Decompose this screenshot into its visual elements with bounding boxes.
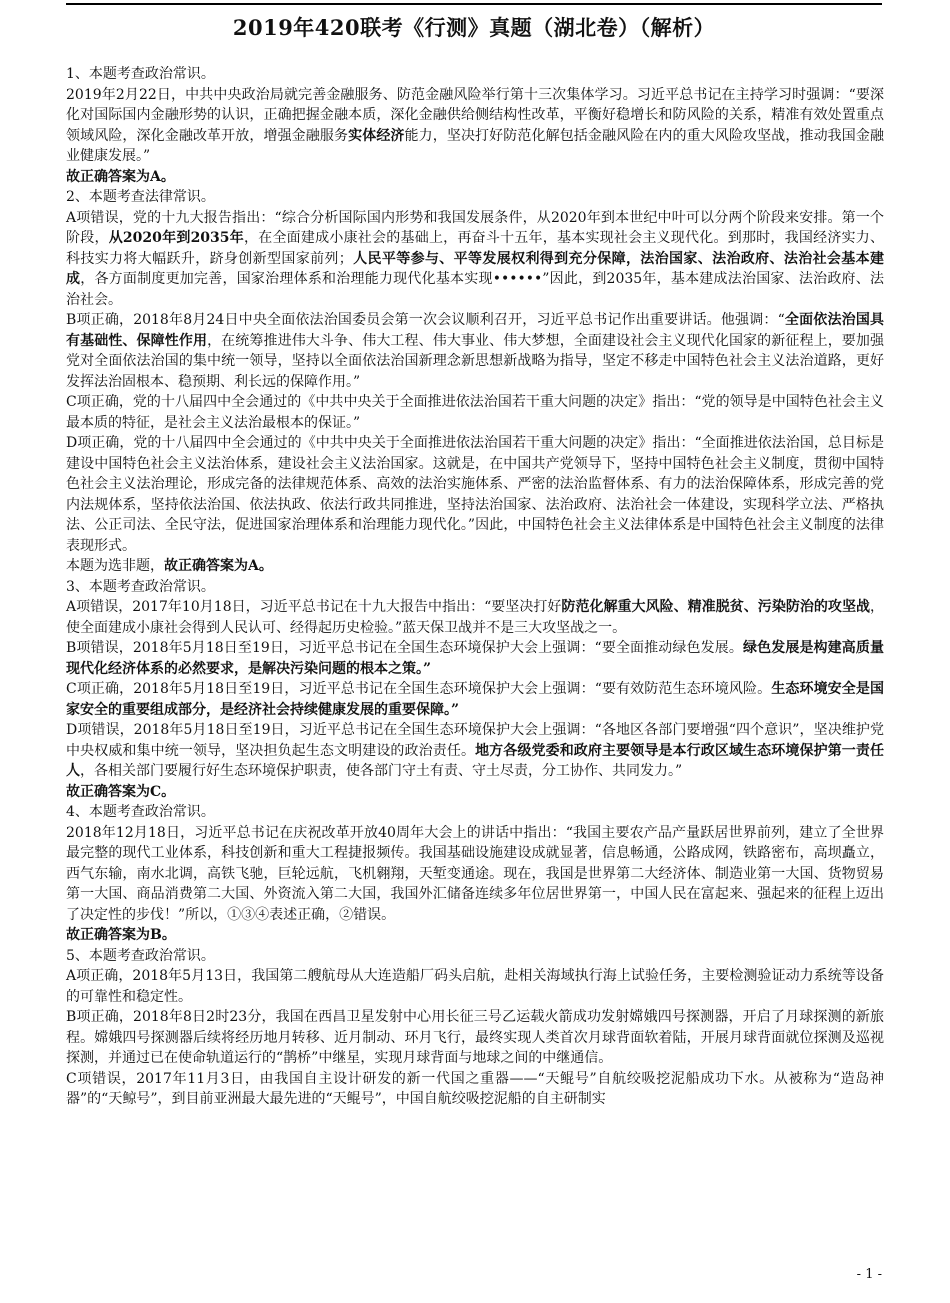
q1-heading: 1、本题考查政治常识。 <box>66 66 215 82</box>
q3-option-c: C项正确，2018年5月18日至19日，习近平总书记在全国生态环境保护大会上强调：“要有效防范生态环境风险。生态环境安全是国家安全的重要组成部分，是经济社会持续健康发展的重要保障。” <box>66 681 884 718</box>
q3-option-d: D项错误，2018年5月18日至19日，习近平总书记在全国生态环境保护大会上强调：“各地区各部门要增强“四个意识”，坚决维护党中央权威和集中统一领导，坚决担负起生态文明建设的政治责任。地方各级党委和政府主要领导是本行政区域生态环境保护第一责任人，各相关部门要履行好生态环境保护职责，使各部门守土有责、守土尽责，分工协作、共同发力。” <box>66 722 885 779</box>
q1-answer: 故正确答案为A。 <box>66 168 175 185</box>
q2-option-b: B项正确，2018年8月24日中央全面依法治国委员会第一次会议顺利召开，习近平总书记作出重要讲话。他强调：“全面依法治国具有基础性、保障性作用，在统筹推进伟大斗争、伟大工程、伟大事业、伟大梦想，全面建设社会主义现代化国家的新征程上，要加强党对全面依法治国的集中统一领导，坚持以全面依法治国新理念新思想新战略为指导，坚定不移走中国特色社会主义法治道路，更好发挥法治固根本、稳预期、利长远的保障作用。” <box>66 312 885 390</box>
q4-heading: 4、本题考查政治常识。 <box>66 804 215 820</box>
q4-answer: 故正确答案为B。 <box>66 927 176 943</box>
q5-heading: 5、本题考查政治常识。 <box>66 947 215 964</box>
q2-heading: 2、本题考查法律常识。 <box>66 189 215 205</box>
q3-option-b: B项错误，2018年5月18日至19日，习近平总书记在全国生态环境保护大会上强调：“要全面推动绿色发展。绿色发展是构建高质量现代化经济体系的必然要求，是解决污染问题的根本之策。” <box>66 640 885 677</box>
q2-option-a: A项错误，党的十九大报告指出：“综合分析国际国内形势和我国发展条件，从2020年到本世纪中叶可以分两个阶段来安排。第一个阶段，从2020年到2035年，在全面建成小康社会的基础上，再奋斗十五年，基本实现社会主义现代化。到那时，我国经济实力、科技实力将大幅跃升，跻身创新型国家前列；人民平等参与、平等发展权利得到充分保障，法治国家、法治政府、法治社会基本建成，各方面制度更加完善，国家治理体系和治理能力现代化基本实现••••••”因此，到2035年，基本建成法治国家、法治政府、法治社会。 <box>66 209 885 308</box>
q2-answer: 本题为选非题，故正确答案为A。 <box>66 558 273 574</box>
q5-option-c: C项错误，2017年11月3日，由我国自主设计研发的新一代国之重器——“天鲲号”自航绞吸挖泥船成功下水。从被称为“造岛神器”的“天鲸号”，到目前亚洲最大最先进的“天鲲号”，中国自航绞吸挖泥船的自主研制实 <box>66 1070 884 1107</box>
q4-paragraph: 2018年12月18日，习近平总书记在庆祝改革开放40周年大会上的讲话中指出：“我国主要农产品产量跃居世界前列，建立了全世界最完整的现代工业体系，科技创新和重大工程捷报频传。我国基础设施建设成就显著，信息畅通，公路成网，铁路密布，高坝矗立，西气东输，南水北调，高铁飞驰，巨轮远航，飞机翱翔，天堑变通途。现在，我国是世界第二大经济体、制造业第一大国、货物贸易第一大国、商品消费第二大国、外资流入第二大国，我国外汇储备连续多年位居世界第一，中国人民在富起来、强起来的征程上迈出了决定性的步伐！”所以，①③④表述正确，②错误。 <box>66 824 884 923</box>
q2-option-d: D项正确，党的十八届四中全会通过的《中共中央关于全面推进依法治国若干重大问题的决定》指出：“全面推进依法治国，总目标是建设中国特色社会主义法治体系，建设社会主义法治国家。这就是，在中国共产党领导下，坚持中国特色社会主义制度，贯彻中国特色社会主义法治理论，形成完备的法律规范体系、高效的法治实施体系、严密的法治监督体系、有力的法治保障体系，形成完善的党内法规体系，坚持依法治国、依法执政、依法行政共同推进，坚持法治国家、法治政府、法治社会一体建设，实现科学立法、严格执法、公正司法、全民守法，促进国家治理体系和治理能力现代化。”因此，中国特色社会主义法律体系是中国特色社会主义制度的法律表现形式。 <box>66 435 884 554</box>
page-title: 2019年420联考《行测》真题（湖北卷）（解析） <box>232 15 716 40</box>
q5-option-b: B项正确，2018年8日2时23分，我国在西昌卫星发射中心用长征三号乙运载火箭成功发射嫦娥四号探测器，开启了月球探测的新旅程。嫦娥四号探测器后续将经历地月转移、近月制动、环月飞行，最终实现人类首次月球背面软着陆，开展月球背面就位探测及巡视探测，并通过已在使命轨道运行的“鹊桥”中继星，实现月球背面与地球之间的中继通信。 <box>66 1009 884 1066</box>
document-body <box>66 64 884 1110</box>
q5-option-a: A项正确，2018年5月13日，我国第二艘航母从大连造船厂码头启航，赴相关海域执行海上试验任务，主要检测验证动力系统等设备的可靠性和稳定性。 <box>66 968 884 1005</box>
q3-option-a: A项错误，2017年10月18日，习近平总书记在十九大报告中指出：“要坚决打好防范化解重大风险、精准脱贫、污染防治的攻坚战，使全面建成小康社会得到人民认可、经得起历史检验。”蓝天保卫战并不是三大攻坚战之一。 <box>66 599 884 636</box>
page-number: - 1 - <box>856 1267 882 1282</box>
top-rule <box>66 3 882 5</box>
q3-heading: 3、本题考查政治常识。 <box>66 578 215 595</box>
q3-answer: 故正确答案为C。 <box>66 783 176 800</box>
q1-paragraph: 2019年2月22日，中共中央政治局就完善金融服务、防范金融风险举行第十三次集体学习。习近平总书记在主持学习时强调：“要深化对国际国内金融形势的认识，正确把握金融本质，深化金融供给侧结构性改革，平衡好稳增长和防风险的关系，精准有效处置重点领域风险，深化金融改革开放，增强金融服务实体经济能力，坚决打好防范化解包括金融风险在内的重大风险攻坚战，推动我国金融业健康发展。” <box>66 86 885 164</box>
q2-option-c: C项正确，党的十八届四中全会通过的《中共中央关于全面推进依法治国若干重大问题的决定》指出：“党的领导是中国特色社会主义最本质的特征，是社会主义法治最根本的保证。” <box>66 394 884 431</box>
